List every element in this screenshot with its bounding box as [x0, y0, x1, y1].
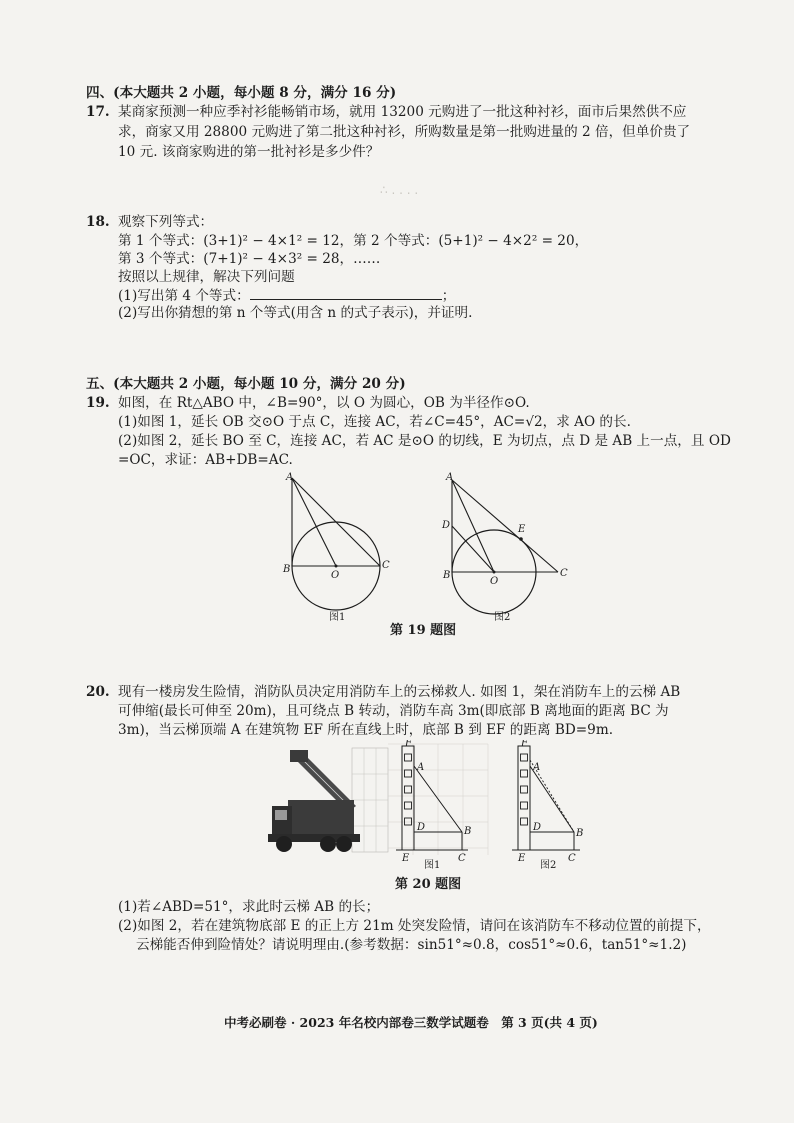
- q20-line1: 现有一楼房发生险情，消防队员决定用消防车上的云梯救人. 如图 1，架在消防车上的云梯 AB: [118, 684, 681, 700]
- truck-wheel-rear2: [336, 836, 352, 852]
- fig1-label-d: D: [417, 822, 426, 833]
- q19-part1: (1)如图 1，延长 OB 交⊙O 于点 C，连接 AC，若∠C=45°，AC=√2，求 AO 的长.: [118, 414, 631, 430]
- ladder-basket: [290, 750, 308, 762]
- q18-rule: 按照以上规律，解决下列问题: [118, 269, 295, 285]
- section5-header: 五、(本大题共 2 小题，每小题 10 分，满分 20 分): [86, 376, 406, 392]
- q20-figure-title: 第 20 题图: [395, 877, 462, 892]
- q20-number: 20.: [86, 684, 110, 700]
- fig1-label-a: A: [286, 472, 294, 483]
- fig1-label-e: E: [402, 853, 410, 864]
- fig2-label-c: C: [560, 568, 568, 579]
- fig1-label-f: F: [405, 740, 412, 749]
- fig2-label-c: C: [568, 853, 576, 864]
- q17-number: 17.: [86, 104, 110, 120]
- fire-truck-illustration: [268, 748, 388, 852]
- fig2-point-e: [519, 537, 523, 541]
- fig2-label-a: A: [533, 762, 541, 773]
- fig2-label-b: B: [576, 828, 584, 839]
- fig2-label-o: O: [490, 576, 499, 587]
- q20-part2-line2: 云梯能否伸到险情处？请说明理由.(参考数据：sin51°≈0.8，cos51°≈0.6，tan51°≈1.2): [136, 937, 687, 953]
- q20-figure2: [512, 740, 583, 871]
- fig2-caption: 图2: [494, 612, 511, 623]
- fig2-building-ef: [518, 746, 530, 850]
- q18-equation-line2: 第 3 个等式：(7+1)² − 4×3² = 28，……: [118, 251, 381, 267]
- page-footer: 中考必刷卷 · 2023 年名校内部卷三数学试题卷 第 3 页(共 4 页): [224, 1015, 598, 1030]
- q18-equation-line1: 第 1 个等式：(3+1)² − 4×1² = 12，第 2 个等式：(5+1)² − 4×2² = 20，: [118, 233, 589, 249]
- fig1-label-c: C: [382, 560, 390, 571]
- q20-part1: (1)若∠ABD=51°，求此时云梯 AB 的长；: [118, 899, 380, 915]
- fig2-label-a: A: [446, 472, 454, 483]
- fig1-building-ef: [402, 746, 414, 850]
- truck-wheel-front: [276, 836, 292, 852]
- bleed-through-line: [120, 958, 132, 975]
- fig1-caption: 图1: [424, 860, 441, 871]
- q20-figures: [268, 740, 588, 875]
- fig2-label-f: F: [521, 740, 528, 749]
- q20-figure1: [388, 740, 488, 871]
- section4-header: 四、(本大题共 2 小题，每小题 8 分，满分 16 分): [86, 85, 397, 101]
- fig1-point-o: [335, 565, 338, 568]
- fig1-label-c: C: [458, 853, 466, 864]
- q17-line2: 求，商家又用 28800 元购进了第二批这种衬衫，所购数量是第一批购进量的 2 倍，但单价贵了: [118, 124, 691, 140]
- q18-intro: 观察下列等式：: [118, 214, 214, 230]
- q19-figure2: [441, 472, 568, 623]
- truck-wheel-rear: [320, 836, 336, 852]
- q20-part2-line1: (2)如图 2，若在建筑物底部 E 的正上方 21m 处突发险情，请问在该消防车不移动位置的前提下，: [118, 918, 711, 934]
- fig1-label-a: A: [417, 762, 425, 773]
- q18-part1-end: ；: [441, 288, 456, 304]
- fig1-label-b: B: [283, 564, 291, 575]
- q19-part2-line2: =OC，求证：AB+DB=AC.: [118, 452, 293, 468]
- q18-part2: (2)写出你猜想的第 n 个等式(用含 n 的式子表示)，并证明.: [118, 305, 473, 321]
- q18-part1-label: (1)写出第 4 个等式：: [118, 288, 250, 304]
- fig2-segment-ao: [452, 480, 494, 572]
- fig2-label-b: B: [443, 570, 451, 581]
- q18-number: 18.: [86, 214, 110, 230]
- q17-line1: 某商家预测一种应季衬衫能畅销市场，就用 13200 元购进了一批这种衬衫，面市后果然供不应: [118, 104, 687, 120]
- fig2-caption: 图2: [540, 860, 557, 871]
- q18-answer-blank: [250, 286, 442, 300]
- fig2-label-e: E: [518, 853, 526, 864]
- q20-line3: 3m)，当云梯顶端 A 在建筑物 EF 所在直线上时，底部 B 到 EF 的距离 BD=9m.: [118, 722, 614, 738]
- fig2-label-d: D: [442, 520, 451, 531]
- q17-line3: 10 元. 该商家购进的第一批衬衫是多少件？: [118, 144, 380, 160]
- q18-part1: [118, 286, 455, 305]
- q19-part2-line1: (2)如图 2，延长 BO 至 C，连接 AC，若 AC 是⊙O 的切线，E 为切点，点 D 是 AB 上一点，且 OD: [118, 433, 731, 449]
- fig2-label-d: D: [533, 822, 542, 833]
- fig1-segment-ac: [292, 478, 380, 566]
- fig1-label-b: B: [464, 826, 472, 837]
- fig2-label-e: E: [518, 524, 526, 535]
- q20-line2: 可伸缩(最长可伸至 20m)，且可绕点 B 转动，消防车高 3m(即底部 B 离地面的距离 BC 为: [118, 703, 669, 719]
- bleed-through-text: ∴ . . . .: [380, 183, 419, 197]
- fig1-label-o: O: [331, 570, 340, 581]
- q19-figures: [270, 468, 590, 638]
- q19-line1: 如图，在 Rt△ABO 中，∠B=90°，以 O 为圆心，OB 为半径作⊙O.: [118, 395, 530, 411]
- q19-number: 19.: [86, 395, 110, 411]
- q19-figure1: [282, 472, 390, 623]
- fig2-segment-ac: [452, 480, 558, 572]
- fig2-point-o: [493, 571, 496, 574]
- truck-body: [288, 800, 354, 836]
- fig1-caption: 图1: [329, 612, 346, 623]
- q19-figure-title: 第 19 题图: [390, 623, 457, 638]
